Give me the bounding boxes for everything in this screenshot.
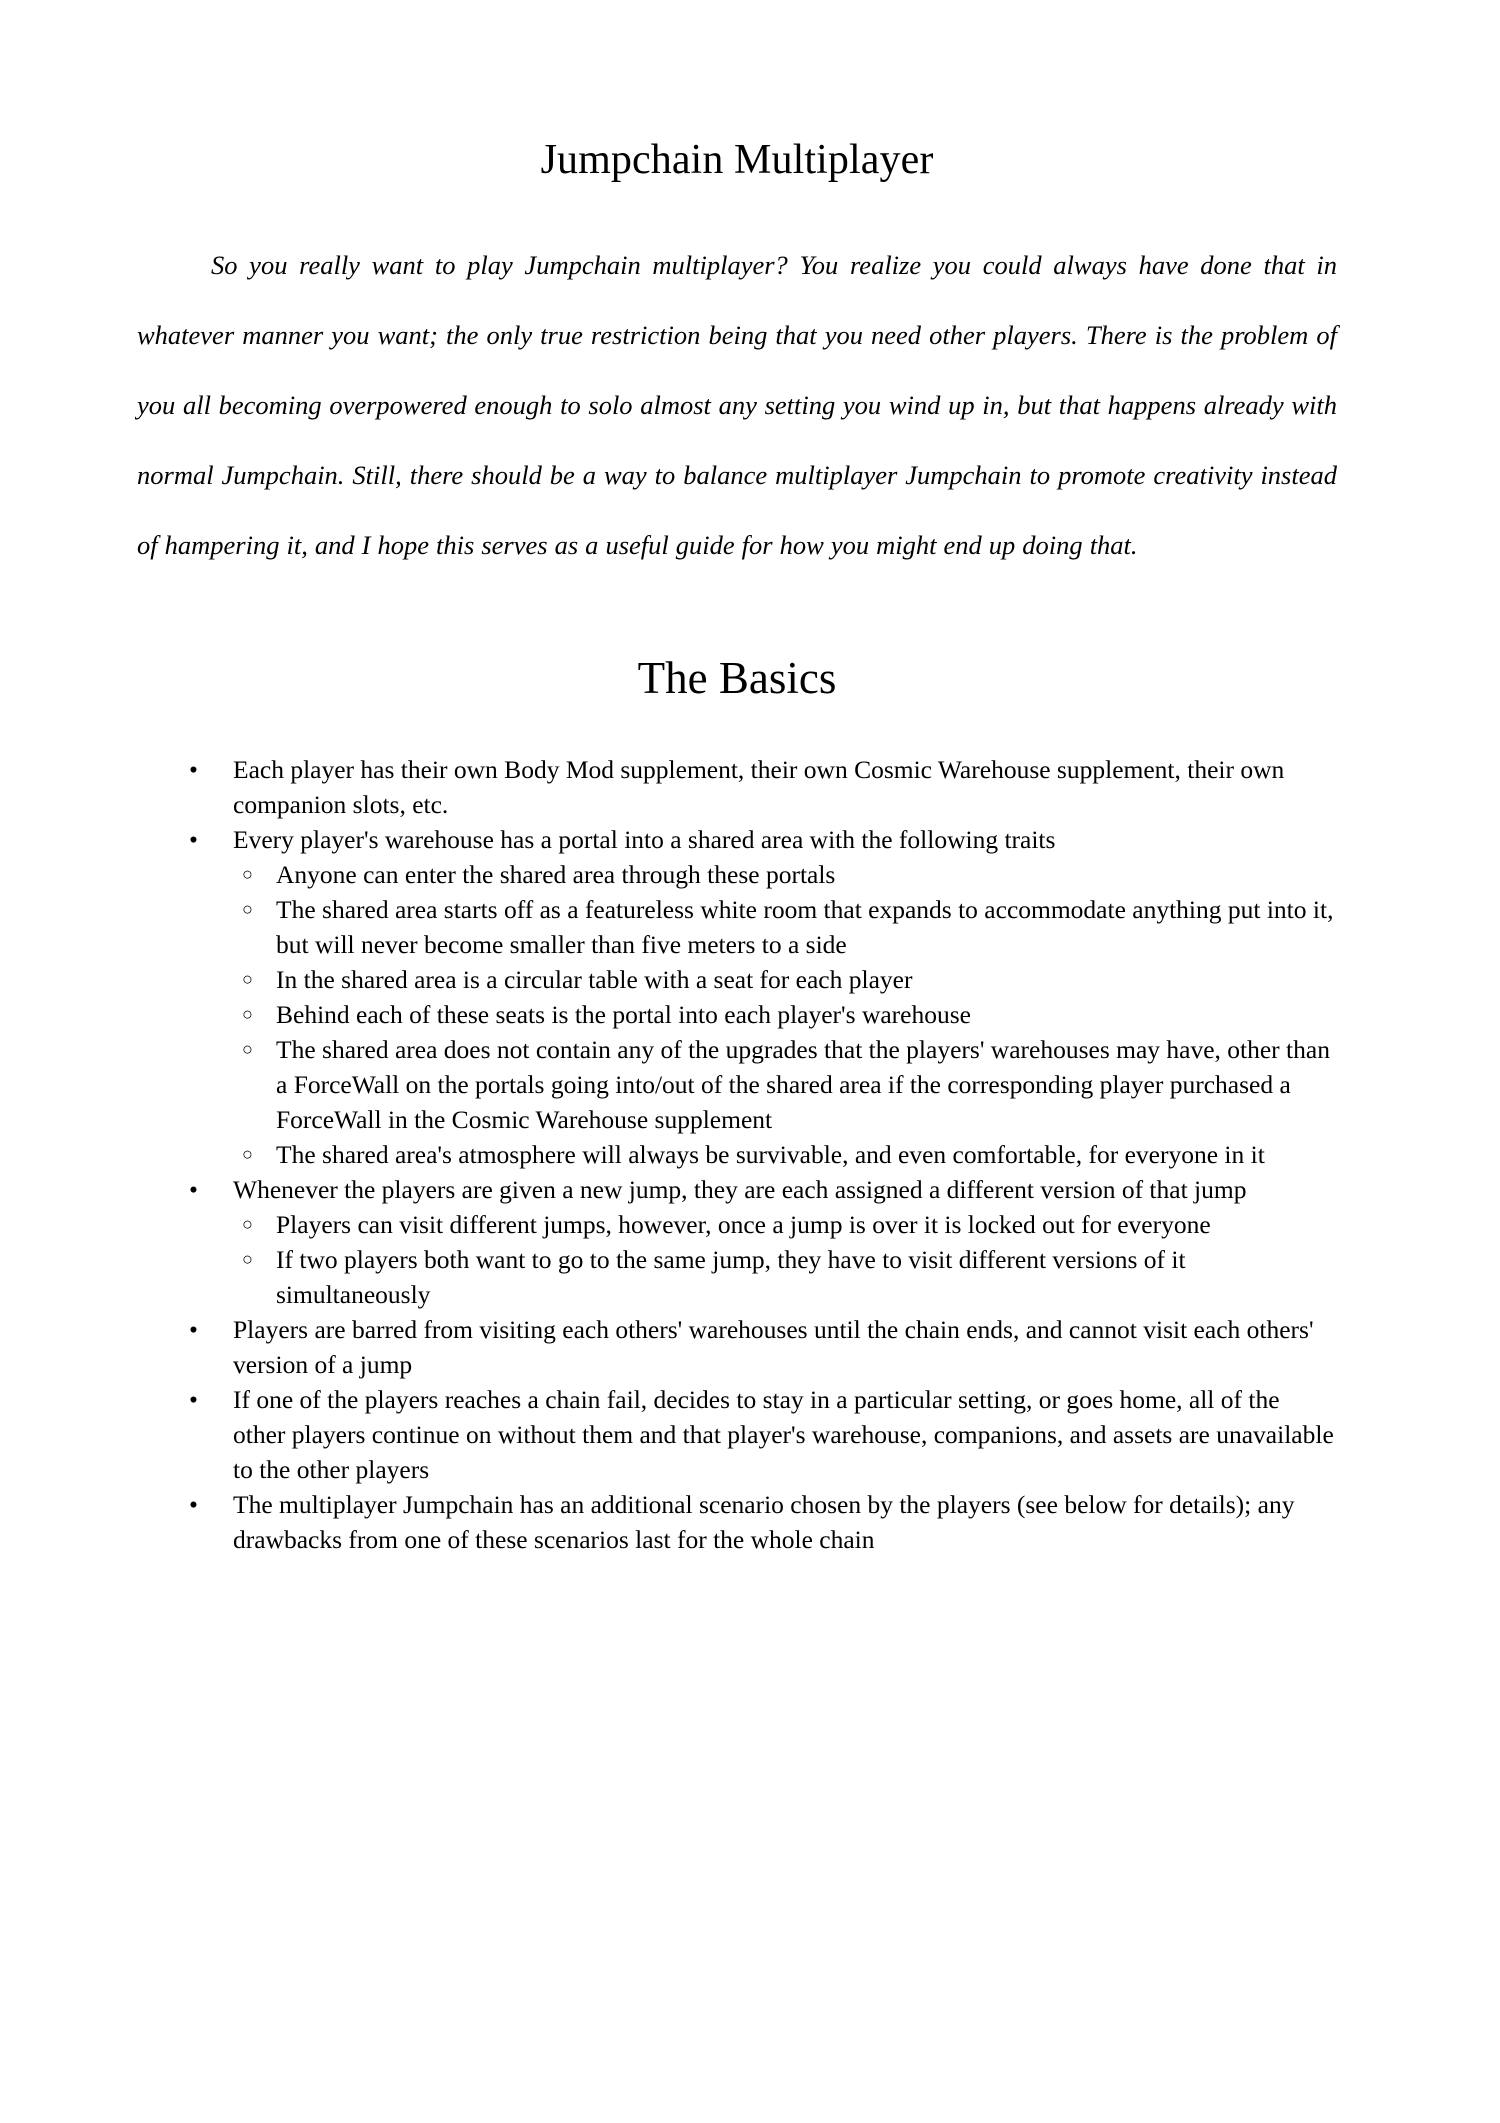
document-content	[137, 0, 1337, 1557]
list-item	[137, 1172, 1337, 1312]
sub-list-item	[233, 1207, 1337, 1242]
list-item	[137, 1312, 1337, 1382]
sub-list-item	[233, 1032, 1337, 1137]
list-item-label: The multiplayer Jumpchain has an additional scenario chosen by the players (see below for details); any drawbacks from one of these scenarios last for the whole chain	[233, 1490, 1295, 1555]
sub-list-item-label: If two players both want to go to the same jump, they have to visit different versions of it simultaneously	[276, 1245, 1186, 1310]
list-item	[137, 822, 1337, 1172]
basics-bullet-list	[137, 705, 1337, 1557]
bullet-circle-icon: ○	[242, 1039, 253, 1060]
list-item	[137, 1487, 1337, 1557]
sub-list-item	[233, 1137, 1337, 1172]
section-heading-the-basics: The Basics	[637, 653, 837, 704]
list-item-label: Whenever the players are given a new jump, they are each assigned a different version of that jump	[233, 1175, 1247, 1205]
sub-list-item-label: In the shared area is a circular table with a seat for each player	[276, 965, 913, 995]
sub-list-item-label: The shared area starts off as a featureless white room that expands to accommodate anything put into it, but will never become smaller than five meters to a side	[276, 895, 1334, 960]
sub-list-item-label: Behind each of these seats is the portal into each player's warehouse	[276, 1000, 971, 1030]
bullet-circle-icon: ○	[242, 969, 253, 990]
sub-list-item-label: Anyone can enter the shared area through these portals	[276, 860, 836, 890]
bullet-disc-icon: •	[189, 825, 198, 855]
list-item	[137, 752, 1337, 822]
intro-paragraph: So you really want to play Jumpchain multiplayer? You realize you could always have done that in whatever manner you want; the only true restriction being that you need other players. There is the problem of you all becoming overpowered enough to solo almost any setting you wind up in, but that happens already with normal Jumpchain. Still, there should be a way to balance multiplayer Jumpchain to promote creativity instead of hampering it, and I hope this serves as a useful guide for how you might end up doing that.	[137, 250, 1337, 561]
bullet-circle-icon: ○	[242, 1249, 253, 1270]
bullet-circle-icon: ○	[242, 1004, 253, 1025]
sub-list-item	[233, 857, 1337, 892]
bullet-circle-icon: ○	[242, 1144, 253, 1165]
bullet-disc-icon: •	[189, 1175, 198, 1205]
sub-list-item	[233, 1242, 1337, 1312]
list-item-label: Every player's warehouse has a portal into a shared area with the following traits	[233, 825, 1056, 855]
list-item	[137, 1382, 1337, 1487]
sub-list-item-label: The shared area does not contain any of the upgrades that the players' warehouses may have, other than a ForceWall on the portals going into/out of the shared area if the corresponding player purchased a ForceWall in the Cosmic Warehouse supplement	[276, 1035, 1330, 1135]
bullet-disc-icon: •	[189, 1385, 198, 1415]
bullet-disc-icon: •	[189, 1315, 198, 1345]
sub-bullet-list	[233, 857, 1337, 1172]
bullet-disc-icon: •	[189, 755, 198, 785]
list-item-label: Each player has their own Body Mod supplement, their own Cosmic Warehouse supplement, their own companion slots, etc.	[233, 755, 1285, 820]
bullet-circle-icon: ○	[242, 1214, 253, 1235]
list-item-label: Players are barred from visiting each others' warehouses until the chain ends, and cannot visit each others' version of a jump	[233, 1315, 1314, 1380]
sub-bullet-list	[233, 1207, 1337, 1312]
bullet-circle-icon: ○	[242, 864, 253, 885]
sub-list-item-label: Players can visit different jumps, however, once a jump is over it is locked out for everyone	[276, 1210, 1211, 1240]
page-title: Jumpchain Multiplayer	[540, 137, 934, 183]
sub-list-item	[233, 997, 1337, 1032]
bullet-disc-icon: •	[189, 1490, 198, 1520]
bullet-circle-icon: ○	[242, 899, 253, 920]
sub-list-item	[233, 892, 1337, 962]
sub-list-item	[233, 962, 1337, 997]
list-item-label: If one of the players reaches a chain fail, decides to stay in a particular setting, or goes home, all of the other players continue on without them and that player's warehouse, companions, and assets are unavailable to the other players	[233, 1385, 1334, 1485]
sub-list-item-label: The shared area's atmosphere will always be survivable, and even comfortable, for everyone in it	[276, 1140, 1265, 1170]
